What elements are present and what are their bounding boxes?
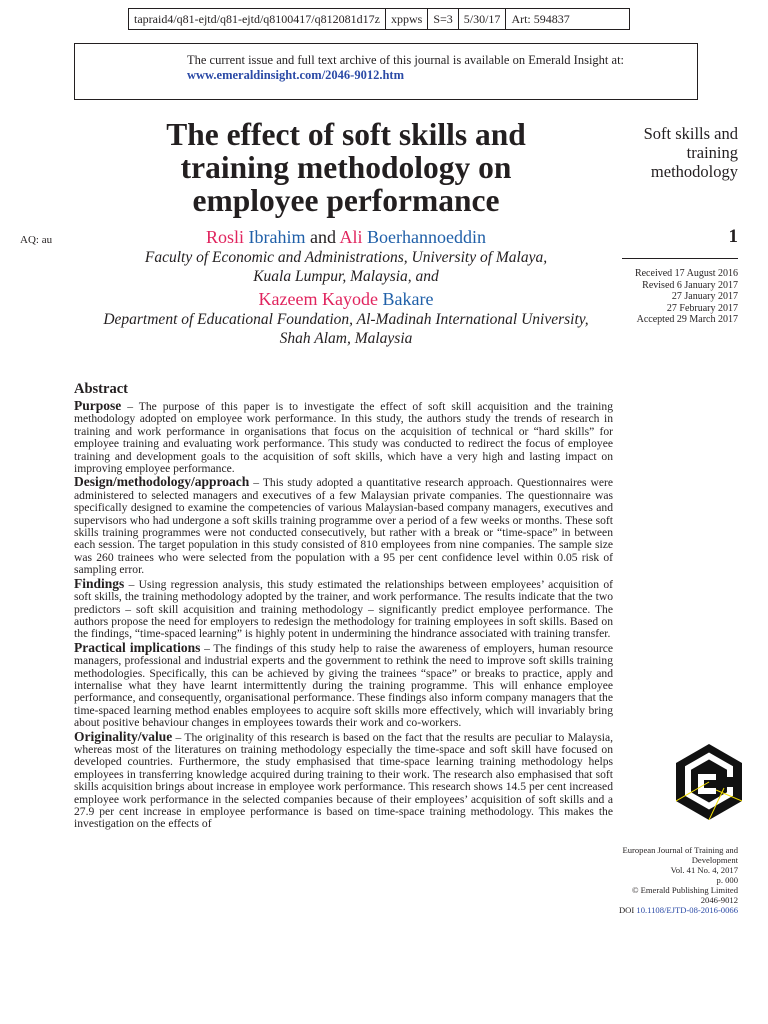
section-text: – The purpose of this paper is to investigate the effect of soft skill acquisition and the training methodology adopted on employee work performance. In this study, the authors study the trends of research in training and work performance in organisations that focus on the acquisition of technical or “hard skills” for employee training and evaluating work performance. This study was conducted to redirect the focus of employee training and development goals to the acquisition of soft skills, which have a very high and lasting impact on improving employee performance.: [74, 400, 613, 476]
author-line-1: [74, 226, 618, 248]
abstract-section-originality: [74, 728, 613, 831]
divider: [622, 258, 738, 259]
running-head-line: Soft skills and: [643, 124, 738, 143]
title-line: employee performance: [192, 183, 500, 218]
author-first-name: Rosli: [206, 227, 245, 247]
doi-label: DOI: [618, 905, 635, 915]
author-first-name: Ali: [339, 227, 363, 247]
affiliation-line: Faculty of Economic and Administrations, University of Malaya,: [144, 249, 548, 266]
affiliation-1: [74, 248, 618, 286]
date-accepted: Accepted 29 March 2017: [636, 314, 738, 325]
title-line: The effect of soft skills and: [166, 117, 526, 152]
affiliation-line: Kuala Lumpur, Malaysia, and: [253, 268, 439, 285]
author-surname: Ibrahim: [248, 227, 306, 247]
issn: 2046-9012: [700, 895, 738, 905]
section-text: – The originality of this research is based on the fact that the results are peculiar to Malaysia, whereas most of the literatures on training methodology especially the time-space and soft skill have focused on developed countries. Furthermore, the study emphasised that time-space learning training methodology helps employees in transferring knowledge acquired during training to their work. The research also emphasised that soft skills acquisition brings about increase in employee work performance. This research shows 14.5 per cent increased employee work performance in the selected companies because of their employees’ acquisition of soft skills and a 27.9 per cent increase in employee performance is based on time-space training methodology. This makes the investigation on the effects of: [74, 730, 613, 831]
running-head-line: training: [686, 143, 738, 162]
date-revised: 27 February 2017: [666, 302, 738, 314]
author-query-marker: AQ: au: [20, 234, 53, 246]
running-head: [620, 124, 738, 181]
journal-citation: [614, 845, 738, 915]
banner-text: The current issue and full text archive of this journal is available on Emerald Insight at:: [187, 53, 625, 67]
info-article-number: Art: 594837: [505, 9, 574, 29]
section-text: – This study adopted a quantitative research approach. Questionnaires were administered to selected managers and executives of a few Malaysian private companies. The questionnaire was specifically designed to examine the competencies of various Malaysian-based company managers, executives and supervisors who had undergone a soft skills training programme over a period of a few weeks or months. These soft skills training programmes were not conducted consecutively, but rather with a break or “time-space” in between each session. The target population in this study consisted of 810 employees from nine companies. The sample size was 260 trainees who were selected from the population with a 95 per cent confidence level within 0.05 risk of sampling error.: [74, 476, 613, 577]
page-number: 1: [728, 226, 738, 247]
date-revised: 27 January 2017: [671, 291, 738, 302]
section-label: Purpose: [74, 398, 122, 413]
journal-volume: Vol. 41 No. 4, 2017: [670, 865, 738, 875]
info-system: xppws: [385, 9, 427, 29]
date-received: Received 17 August 2016: [634, 268, 738, 279]
author-surname: Bakare: [382, 289, 434, 309]
info-path: tapraid4/q81-ejtd/q81-ejtd/q8100417/q812081d17z: [134, 12, 380, 26]
affiliation-2: [74, 310, 618, 348]
emerald-logo-icon: [676, 744, 742, 820]
journal-pages: p. 000: [716, 875, 738, 885]
section-label: Practical implications: [74, 639, 201, 655]
journal-banner: [74, 43, 698, 100]
journal-name: Development: [691, 855, 738, 865]
author-conjunction: and: [310, 227, 336, 247]
abstract-section-practical: [74, 639, 613, 730]
info-date: 5/30/17: [458, 9, 506, 29]
abstract-section-purpose: [74, 400, 613, 475]
running-head-line: methodology: [650, 162, 738, 181]
author-surname: Boerhannoeddin: [367, 227, 486, 247]
abstract-heading: Abstract: [74, 381, 128, 397]
author-first-name: Kazeem Kayode: [258, 289, 378, 309]
section-label: Design/methodology/approach: [74, 474, 250, 490]
section-label: Findings: [74, 575, 125, 591]
abstract-body: [74, 400, 613, 832]
affiliation-line: Shah Alam, Malaysia: [279, 330, 413, 347]
abstract-section-findings: [74, 575, 613, 641]
title-line: training methodology on: [180, 150, 512, 185]
journal-name: European Journal of Training and: [622, 845, 738, 855]
section-text: – Using regression analysis, this study estimated the relationships between employees’ acquisition of soft skills, the training methodology adopted by the trainer, and work performance. The results indicate that the two predictors – soft skill acquisition and training methodology – significantly predict employee performance. The authors propose the need for employers to redesign the methodology for training employees in soft skills. Based on the findings, “time-spaced learning” is highly potent in undermining the hindrance associated with training transfer.: [74, 577, 613, 641]
section-label: Originality/value: [74, 728, 173, 744]
publisher: © Emerald Publishing Limited: [631, 885, 738, 895]
info-stage: S=3: [427, 9, 457, 29]
section-text: – The findings of this study help to raise the awareness of employers, human resource managers, professional and industrial experts and the government to rethink the need to improve soft skills training methodologies. Specifically, this can be achieved by giving the trainees “space” or breaks to practice, apply and internalise what they have learnt intermittently during the training programme. This will enhance employee performance, and consequently, organisational performance. These findings also inform company managers that the time-spaced learning method enables employees to acquire soft skills more effectively, which will invariably bring about positive behaviour changes in employees towards their work and co-workers.: [74, 641, 613, 730]
affiliation-line: Department of Educational Foundation, Al-Madinah International University,: [103, 311, 589, 328]
doi-line: [614, 905, 738, 915]
author-line-2: [74, 288, 618, 310]
article-info-bar: [128, 8, 630, 30]
history-dates: [600, 268, 738, 326]
abstract-section-design: [74, 476, 613, 576]
doi-link[interactable]: 10.1108/EJTD-08-2016-0066: [636, 905, 738, 915]
banner-url-link[interactable]: www.emeraldinsight.com/2046-9012.htm: [187, 68, 404, 82]
article-title: [80, 118, 612, 217]
date-revised: Revised 6 January 2017: [642, 279, 738, 291]
